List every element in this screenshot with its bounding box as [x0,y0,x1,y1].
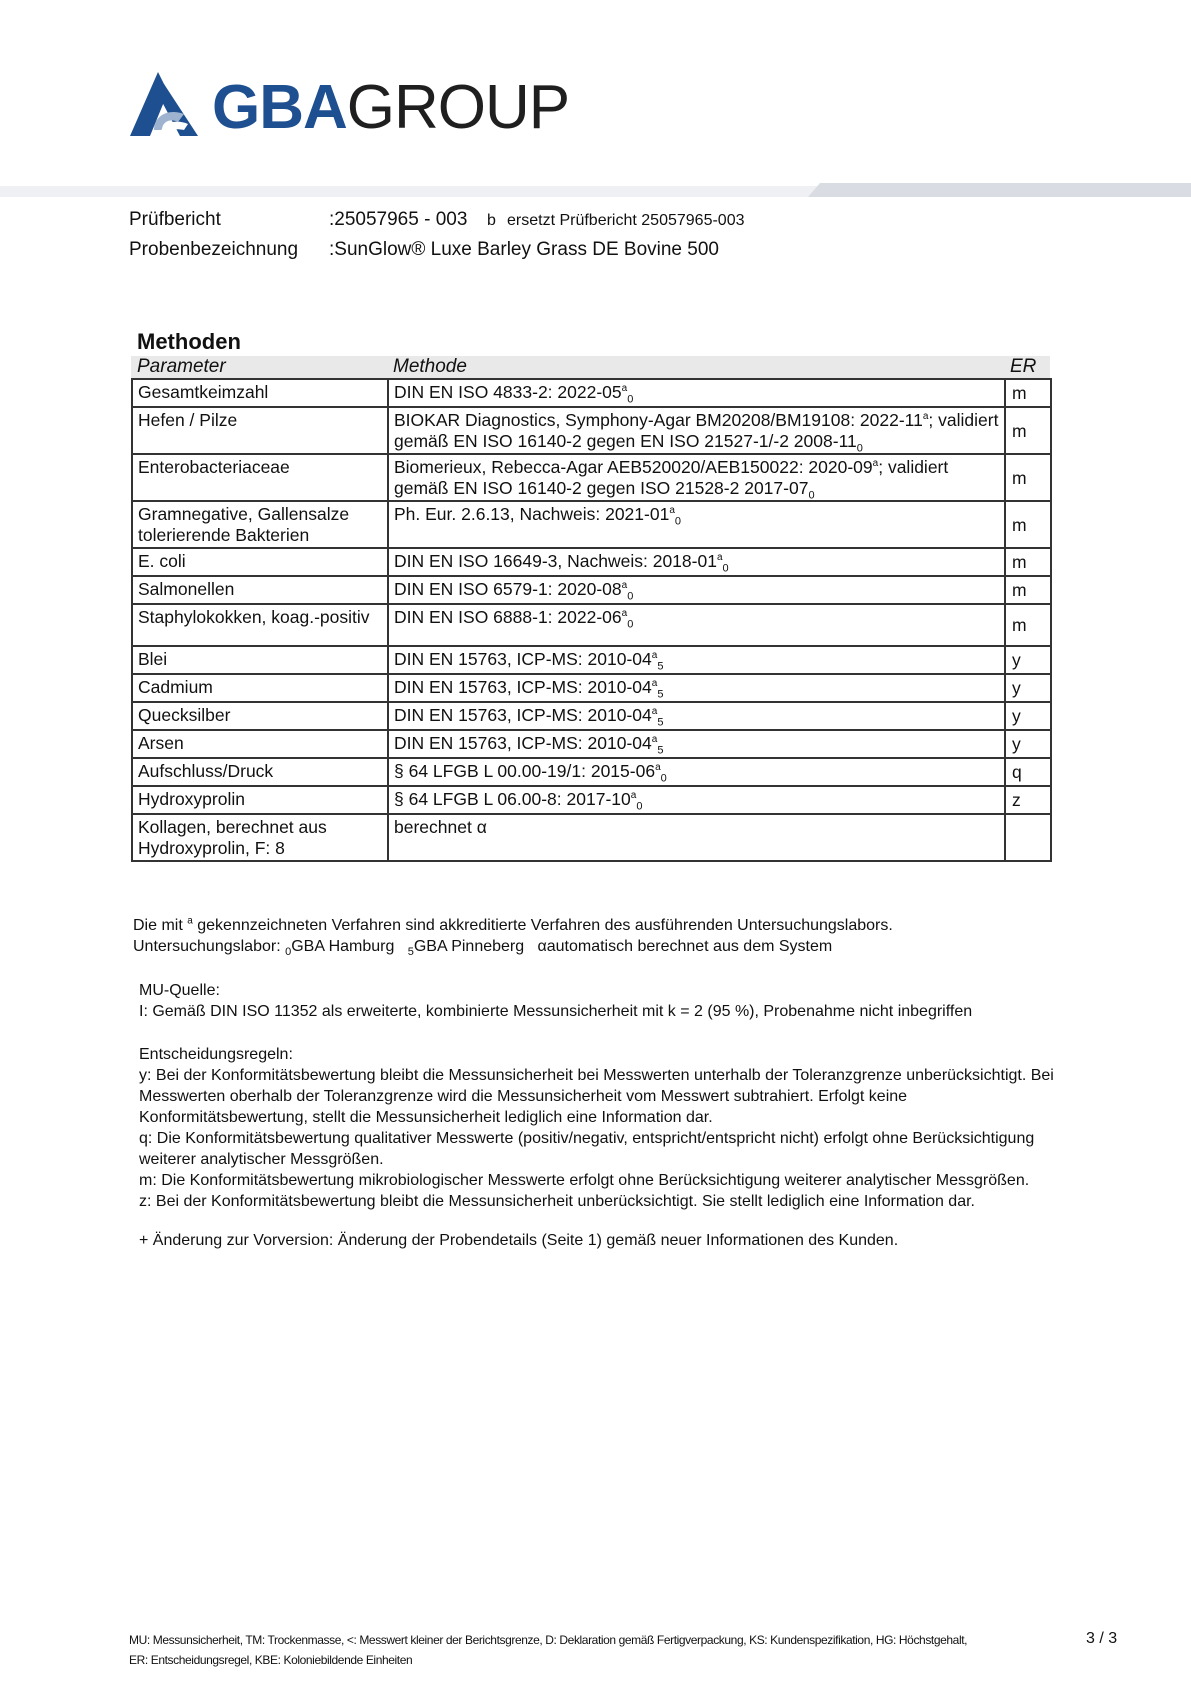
lab-index: 0 [636,800,643,813]
method-text: DIN EN 15763, ICP-MS: 2010-04 [394,733,652,753]
method-text: DIN EN ISO 16649-3, Nachweis: 2018-01 [394,551,717,571]
accreditation-mark: a [621,383,628,395]
method-text: DIN EN ISO 4833-2: 2022-05 [394,382,622,402]
method-row [132,454,1051,501]
mu-source-block [139,980,972,1022]
method-er: m [1005,379,1051,407]
lab-index: 5 [657,688,664,701]
method-row [132,730,1051,758]
method-er: y [1005,730,1051,758]
accreditation-mark: a [872,458,879,470]
method-er: m [1005,407,1051,454]
method-row [132,501,1051,548]
report-label: Prüfbericht [129,209,221,230]
method-row [132,576,1051,604]
method-text: § 64 LFGB L 06.00-8: 2017-10 [394,789,631,809]
method-text: DIN EN 15763, ICP-MS: 2010-04 [394,705,652,725]
method-name [388,814,1005,861]
lab5-index: 5 [407,946,414,959]
lab5-name: GBA Pinneberg [413,938,525,955]
method-text: DIN EN ISO 6579-1: 2020-08 [394,579,622,599]
page-number: 3 / 3 [1086,1630,1118,1647]
lab0-index: 0 [285,946,292,959]
method-text-continued: ; validiert gemäß EN ISO 16140-2 gegen ISO 21528-2 2017-07 [394,457,949,498]
method-er: q [1005,758,1051,786]
method-param: Enterobacteriaceae [132,454,388,501]
col-header-parameter: Parameter [137,356,226,377]
method-param: Salmonellen [132,576,388,604]
method-row [132,604,1051,646]
method-name [388,702,1005,730]
method-param: E. coli [132,548,388,576]
lab-index: 0 [808,489,815,502]
method-row [132,758,1051,786]
method-text: berechnet α [394,817,487,837]
logo-mark-icon [130,72,210,144]
accreditation-mark: a [651,734,658,746]
methods-title: Methoden [137,329,241,354]
method-param: Kollagen, berechnet aus Hydroxyprolin, F: 8 [132,814,388,861]
accreditation-mark: a [651,650,658,662]
accreditation-mark: a [922,411,929,423]
footer-line-2: ER: Entscheidungsregel, KBE: Koloniebildende Einheiten [129,1653,413,1667]
method-row [132,674,1051,702]
method-row [132,814,1051,861]
header-divider-band [0,183,1191,197]
methods-table-header [131,356,1050,378]
method-param: Cadmium [132,674,388,702]
decision-rules-block [139,1044,1079,1212]
method-row [132,702,1051,730]
rule-z: z: Bei der Konformitätsbewertung bleibt die Messunsicherheit unberücksichtigt. Sie stellt lediglich eine Information dar. [139,1193,975,1210]
logo-brand-regular: GROUP [346,73,570,142]
method-name [388,454,1005,501]
report-replaces: ersetzt Prüfbericht 25057965-003 [507,212,745,229]
methods-table-body [131,378,1052,862]
lab-index: 0 [660,772,667,785]
footer-line-1: MU: Messunsicherheit, TM: Trockenmasse, <: Messwert kleiner der Berichtsgrenze, D: Deklaration gemäß Fertigverpackung, KS: Kundenspezifikation, HG: Höchstgehalt, [129,1633,968,1647]
accreditation-mark: a [187,915,193,927]
method-name [388,501,1005,548]
lab-index: 0 [627,393,634,406]
lab-index: 0 [627,618,634,631]
method-er: y [1005,702,1051,730]
method-row [132,786,1051,814]
method-row [132,548,1051,576]
accreditation-note [133,915,893,936]
accreditation-mark: a [655,762,661,774]
method-er: y [1005,674,1051,702]
report-version: b [487,212,496,229]
accreditation-mark: a [621,580,628,592]
col-header-method: Methode [393,356,467,377]
accreditation-mark: a [651,706,658,718]
method-er: m [1005,454,1051,501]
method-er: z [1005,786,1051,814]
method-name [388,730,1005,758]
report-value: :25057965 - 003 [329,209,468,230]
accreditation-mark: a [621,608,628,620]
sample-value: :SunGlow® Luxe Barley Grass DE Bovine 500 [329,239,719,260]
method-er: m [1005,576,1051,604]
alpha-text: automatisch berechnet aus dem System [546,938,833,955]
footer-abbreviations [129,1630,967,1670]
sample-label: Probenbezeichnung [129,239,299,260]
method-text-continued: ; validiert gemäß EN ISO 16140-2 gegen EN ISO 21527-1/-2 2008-11 [394,410,999,451]
method-param: Hydroxyprolin [132,786,388,814]
rule-m: m: Die Konformitätsbewertung mikrobiologischer Messwerte erfolgt ohne Berücksichtigung weiterer analytischer Messgrößen. [139,1172,1030,1189]
change-note: + Änderung zur Vorversion: Änderung der Probendetails (Seite 1) gemäß neuer Informationen des Kunden. [139,1232,899,1249]
method-param: Gramnegative, Gallensalze tolerierende Bakterien [132,501,388,548]
methods-table [131,356,1050,862]
rule-q: q: Die Konformitätsbewertung qualitativer Messwerte (positiv/negativ, entspricht/entspricht nicht) erfolgt ohne Berücksichtigung weiterer analytischer Messgrößen. [139,1130,1035,1168]
lab-index: 0 [722,562,729,575]
lab-index: 0 [627,590,634,603]
lab-index: 0 [856,442,863,455]
lab0-name: GBA Hamburg [291,938,395,955]
method-name [388,646,1005,674]
method-text: BIOKAR Diagnostics, Symphony-Agar BM20208/BM19108: 2022-11 [394,410,923,430]
method-name [388,576,1005,604]
method-name [388,786,1005,814]
method-row [132,646,1051,674]
legend-block [133,915,893,957]
lab-index: 0 [674,515,681,528]
lab-index: 5 [657,716,664,729]
logo-brand-bold: GBA [212,73,347,142]
method-param: Quecksilber [132,702,388,730]
method-er: m [1005,501,1051,548]
method-name [388,758,1005,786]
method-row [132,407,1051,454]
method-text: DIN EN 15763, ICP-MS: 2010-04 [394,649,652,669]
rules-title: Entscheidungsregeln: [139,1046,293,1063]
company-logo [130,72,570,144]
alpha-symbol: α [537,938,547,955]
mu-title: MU-Quelle: [139,982,220,999]
logo-wordmark [212,72,569,144]
method-name [388,604,1005,646]
accreditation-post: gekennzeichneten Verfahren sind akkreditierte Verfahren des ausführenden Untersuchungslabors. [197,917,893,934]
method-param: Hefen / Pilze [132,407,388,454]
method-er: m [1005,548,1051,576]
accreditation-mark: a [669,505,675,517]
method-name [388,407,1005,454]
accreditation-pre: Die mit [133,917,183,934]
mu-line: I: Gemäß DIN ISO 11352 als erweiterte, kombinierte Messunsicherheit mit k = 2 (95 %), Probenahme nicht inbegriffen [139,1003,973,1020]
accreditation-mark: a [716,552,723,564]
method-param: Gesamtkeimzahl [132,379,388,407]
method-name [388,379,1005,407]
method-er: y [1005,646,1051,674]
method-param: Staphylokokken, koag.-positiv [132,604,388,646]
method-text: DIN EN 15763, ICP-MS: 2010-04 [394,677,652,697]
method-param: Arsen [132,730,388,758]
method-text: Ph. Eur. 2.6.13, Nachweis: 2021-01 [394,504,670,524]
method-er [1005,814,1051,861]
rule-y: y: Bei der Konformitätsbewertung bleibt die Messunsicherheit bei Messwerten unterhalb der Toleranzgrenze unberücksichtigt. Bei Messwerten oberhalb der Toleranzgrenze wird die Messunsicherheit vom Messwert subtrahiert. Erfolgt keine Konformitätsbewertung, stellt die Messunsicherheit lediglich eine Information dar. [139,1067,1054,1126]
labs-note [133,936,893,957]
lab-index: 5 [657,660,664,673]
method-param: Blei [132,646,388,674]
method-er: m [1005,604,1051,646]
method-text: Biomerieux, Rebecca-Agar AEB520020/AEB150022: 2020-09 [394,457,873,477]
col-header-er: ER [1010,356,1037,377]
method-text: § 64 LFGB L 00.00-19/1: 2015-06 [394,761,656,781]
method-name [388,674,1005,702]
method-param: Aufschluss/Druck [132,758,388,786]
accreditation-mark: a [651,678,658,690]
accreditation-mark: a [630,790,637,802]
labs-label: Untersuchungslabor: [133,938,281,955]
lab-index: 5 [657,744,664,757]
method-name [388,548,1005,576]
method-row [132,379,1051,407]
method-text: DIN EN ISO 6888-1: 2022-06 [394,607,622,627]
